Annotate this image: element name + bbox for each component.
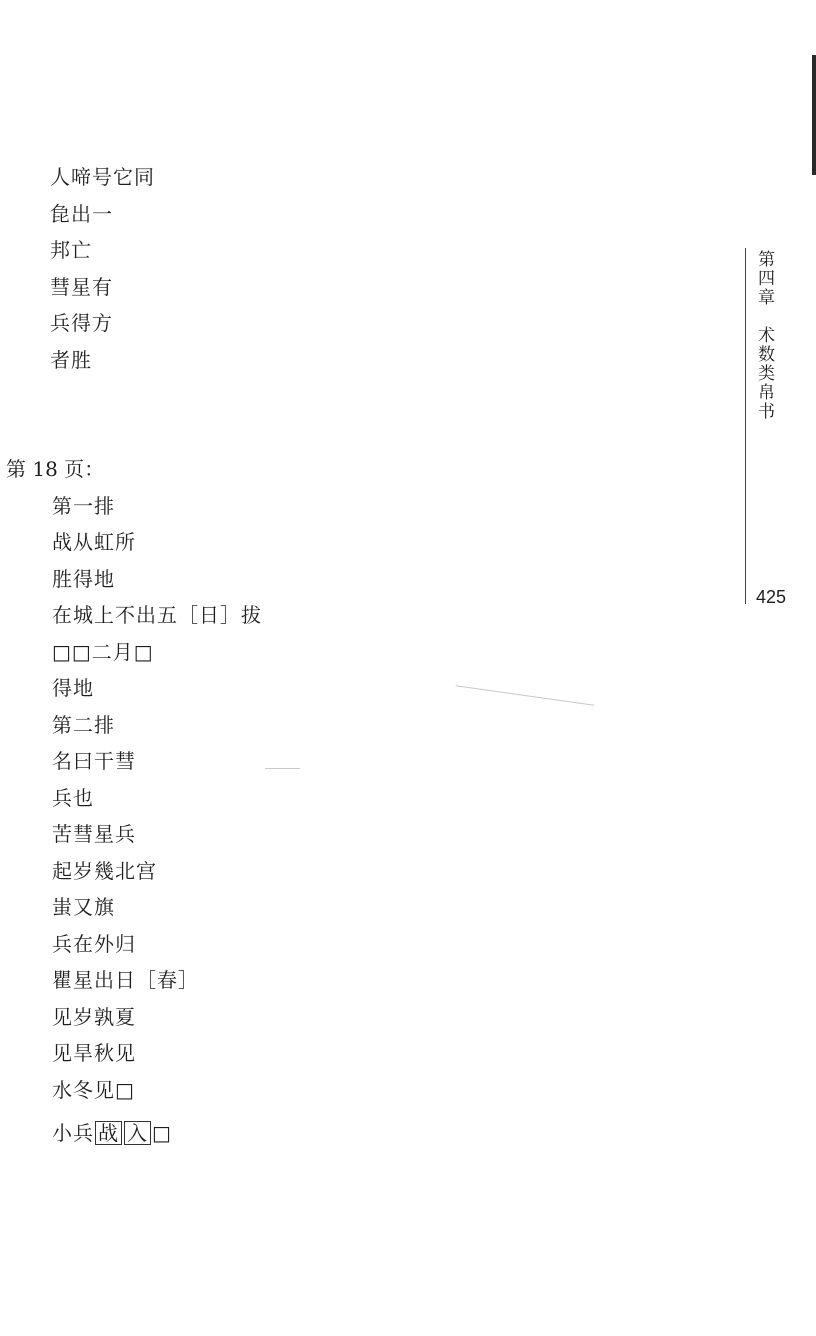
text-line: 胜得地 [52,567,115,591]
text-line: 兵在外归 [52,932,136,956]
text-line: 第一排 [52,494,115,518]
text-line: 彗星有 [50,275,113,299]
text-line: 者胜 [50,348,92,372]
text-line: 战从虹所 [52,530,136,554]
text-line: 兵得方 [50,311,113,335]
text-line: 起岁幾北宫 [52,859,157,883]
text-line: 苦彗星兵 [52,822,136,846]
text-line: 第二排 [52,713,115,737]
running-head: 第四章 术数类帛书 [754,250,774,421]
text-prefix: 小兵 [52,1121,94,1145]
text-line: 兵也 [52,786,94,810]
text-line: 见岁孰夏 [52,1005,136,1029]
scan-edge [812,55,816,175]
text-suffix: □ [152,1121,172,1145]
text-line-with-boxed-chars [52,1121,172,1145]
text-line: 名曰干彗 [52,749,136,773]
text-line: 见旱秋见 [52,1041,136,1065]
boxed-character: 战 [95,1121,122,1145]
page-reference-heading: 第 18 页： [6,457,105,481]
text-line: □□二月□ [52,640,154,664]
page-number: 425 [756,587,787,607]
text-line: 蚩又旗 [52,895,115,919]
scan-smudge [456,685,595,705]
text-line: 㲋出一 [50,202,113,226]
text-line: 邦亡 [50,238,92,262]
text-line: 水冬见□ [52,1078,135,1102]
boxed-character: 入 [124,1121,151,1145]
margin-rule [745,248,746,604]
text-line: 得地 [52,676,94,700]
text-line: 瞿星出日［春］ [52,968,199,992]
text-line: 人啼号它同 [50,165,155,189]
text-line: 在城上不出五［日］拔 [52,603,262,627]
scan-smudge [265,768,300,769]
